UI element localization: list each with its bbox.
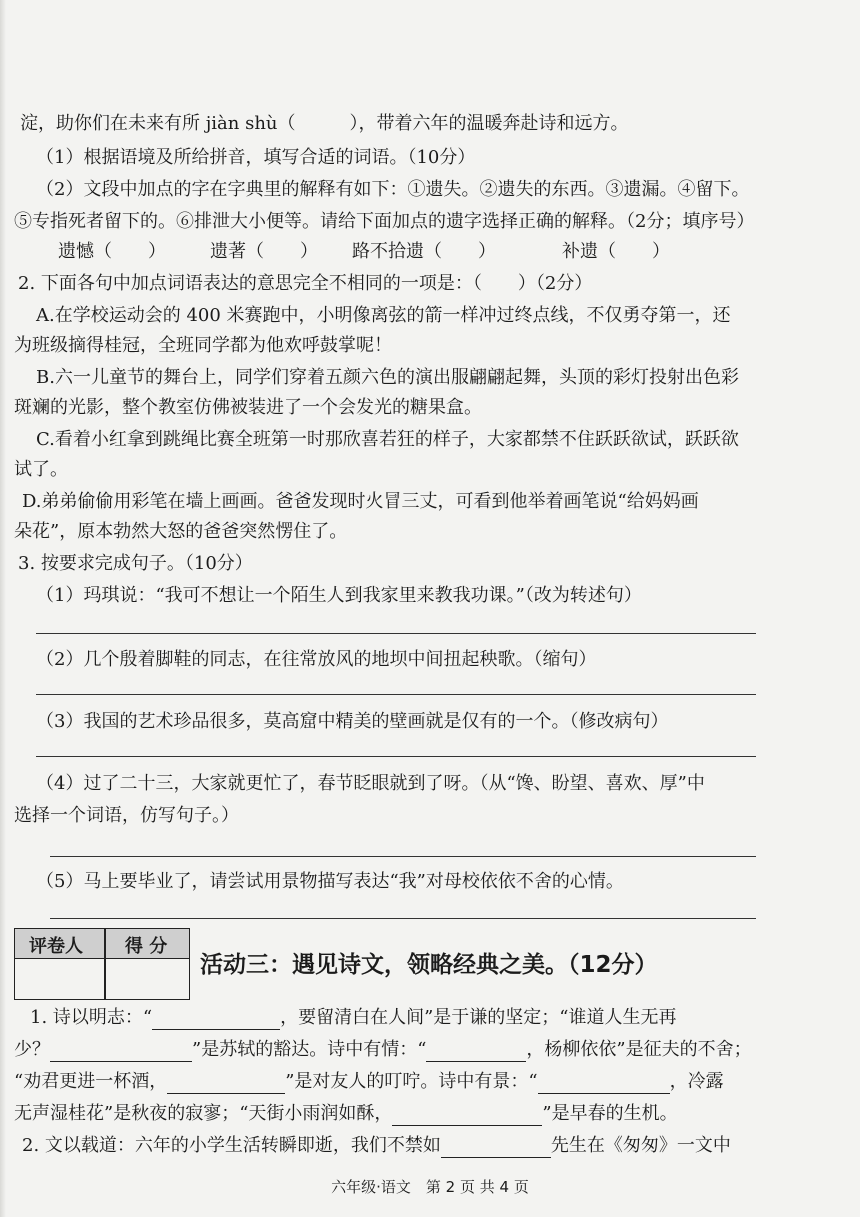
prose-blank-author[interactable] — [441, 1139, 551, 1158]
q2-option-c-line1: C.看着小红拿到跳绳比赛全班第一时那欣喜若狂的样子，大家都禁不住跃跃欲试，跃跃欲 — [36, 429, 739, 450]
reviewer-label: 评卷人 — [29, 936, 83, 957]
poem-blank-2[interactable] — [50, 1043, 192, 1062]
poem-line-1: 1. 诗以明志：“ ，要留清白在人间”是于谦的坚定；“谁道人生无再 — [30, 1007, 677, 1028]
intro-line: 淀，助你们在未来有所 jiàn shù（ ），带着六年的温暖奔赴诗和远方。 — [20, 113, 629, 134]
q1-option-2: 遗著（ ） — [210, 241, 318, 262]
q3-answer-line-1[interactable] — [36, 633, 756, 634]
prose-line: 2. 文以载道：六年的小学生活转瞬即逝，我们不禁如 先生在《匆匆》一文中 — [22, 1135, 731, 1156]
q3-sentence-5: （5）马上要毕业了，请尝试用景物描写表达“我”对母校依依不舍的心情。 — [36, 871, 624, 892]
score-label: 得 分 — [125, 936, 168, 957]
q2-option-b-line1: B.六一儿童节的舞台上，同学们穿着五颜六色的演出服翩翩起舞，头顶的彩灯投射出色彩 — [36, 367, 739, 388]
q2-stem: 2. 下面各句中加点词语表达的意思完全不相同的一项是：（ ）（2分） — [18, 273, 593, 294]
q2-option-c-line2: 试了。 — [14, 459, 68, 480]
q2-option-a-line1: A.在学校运动会的 400 米赛跑中，小明像离弦的箭一样冲过终点线，不仅勇夺第一，还 — [36, 305, 731, 326]
q2-option-b-line2: 斑斓的光影，整个教室仿佛被装进了一个会发光的糖果盒。 — [14, 397, 482, 418]
q1-option-4: 补遗（ ） — [562, 241, 670, 262]
q1-sub2-line1: （2）文段中加点的字在字典里的解释有如下：①遗失。②遗失的东西。③遗漏。④留下。 — [36, 179, 750, 200]
q3-sentence-2: （2）几个殷着脚鞋的同志，在往常放风的地坝中间扭起秧歌。（缩句） — [36, 649, 597, 670]
q2-option-d-line2: 朵花”，原本勃然大怒的爸爸突然愣住了。 — [14, 521, 348, 542]
q3-sentence-3: （3）我国的艺术珍品很多，莫高窟中精美的壁画就是仅有的一个。（修改病句） — [36, 711, 669, 732]
activity-title: 活动三：遇见诗文，领略经典之美。（12分） — [200, 952, 658, 978]
q3-sentence-1: （1）玛琪说：“我可不想让一个陌生人到我家里来教我功课。”（改为转述句） — [36, 585, 642, 606]
q1-option-3: 路不拾遗（ ） — [352, 241, 496, 262]
q2-option-d-line1: D.弟弟偷偷用彩笔在墙上画画。爸爸发现时火冒三丈，可看到他举着画笔说“给妈妈画 — [22, 491, 699, 512]
q1-sub2-line2: ⑤专指死者留下的。⑥排泄大小便等。请给下面加点的遗字选择正确的解释。（2分；填序号） — [14, 211, 755, 232]
poem-blank-1[interactable] — [152, 1011, 280, 1030]
poem-line-3: “劝君更进一杯酒， ”是对友人的叮咛。诗中有景：“ ，冷露 — [14, 1071, 724, 1092]
score-table — [14, 928, 190, 1000]
q3-answer-line-2[interactable] — [36, 694, 756, 695]
q1-option-1: 遗憾（ ） — [58, 241, 166, 262]
poem-blank-3[interactable] — [426, 1043, 526, 1062]
q3-stem: 3. 按要求完成句子。（10分） — [18, 553, 253, 574]
poem-line-4: 无声湿桂花”是秋夜的寂寥；“天街小雨润如酥， ”是早春的生机。 — [14, 1103, 678, 1124]
poem-line-2: 少？ ”是苏轼的豁达。诗中有情：“ ，杨柳依依”是征夫的不舍； — [14, 1039, 752, 1060]
poem-blank-5[interactable] — [538, 1075, 670, 1094]
q3-answer-line-4[interactable] — [50, 856, 756, 857]
poem-blank-4[interactable] — [167, 1075, 285, 1094]
q2-option-a-line2: 为班级摘得桂冠，全班同学都为他欢呼鼓掌呢！ — [14, 335, 392, 356]
scan-edge-shadow — [0, 0, 6, 1217]
q3-sentence-4-line1: （4）过了二十三，大家就更忙了，春节眨眼就到了呀。（从“馋、盼望、喜欢、厚”中 — [36, 773, 705, 794]
poem-blank-6[interactable] — [392, 1107, 542, 1126]
q3-answer-line-3[interactable] — [36, 756, 756, 757]
q1-sub1: （1）根据语境及所给拼音，填写合适的词语。（10分） — [36, 147, 476, 168]
page-footer: 六年级·语文 第 2 页 共 4 页 — [331, 1178, 529, 1196]
q3-answer-line-5[interactable] — [50, 918, 756, 919]
q3-sentence-4-line2: 选择一个词语，仿写句子。） — [14, 805, 239, 826]
score-table-divider — [104, 929, 106, 999]
